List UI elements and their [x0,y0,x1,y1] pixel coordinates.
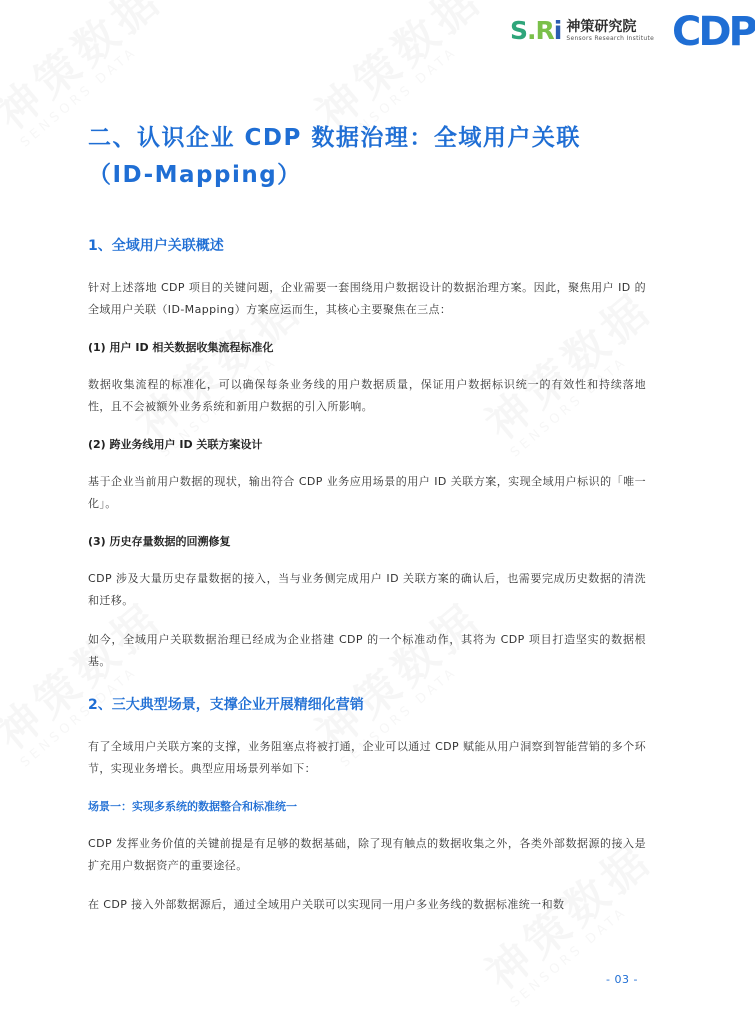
paragraph: 有了全域用户关联方案的支撑，业务阻塞点将被打通，企业可以通过 CDP 赋能从用户洞察到智能营销的多个环节，实现业务增长。典型应用场景列举如下： [88,740,646,775]
brand-header [510,18,654,43]
document-body [88,120,646,933]
paragraph: 如今，全域用户关联数据治理已经成为企业搭建 CDP 的一个标准动作，其将为 CDP 项目打造坚实的数据根基。 [88,633,646,668]
paragraph: CDP 涉及大量历史存量数据的接入，当与业务侧完成用户 ID 关联方案的确认后，也需要完成历史数据的清洗和迁移。 [88,572,646,607]
paragraph: 基于企业当前用户数据的现状，输出符合 CDP 业务应用场景的用户 ID 关联方案，实现全域用户标识的「唯一化」。 [88,475,646,510]
brand-name-cn: 神策研究院 [566,18,637,35]
sri-logo: S.Ri [510,16,562,45]
page-title: 二、认识企业 CDP 数据治理：全域用户关联（ID-Mapping） [88,125,581,188]
section-heading: 1、全域用户关联概述 [88,238,224,254]
paragraph: 在 CDP 接入外部数据源后，通过全域用户关联可以实现同一用户多业务线的数据标准统一和数 [88,898,565,911]
sub-heading: (2) 跨业务线用户 ID 关联方案设计 [88,438,263,451]
section-heading: 2、三大典型场景，支撑企业开展精细化营销 [88,697,364,713]
scene-heading: 场景一：实现多系统的数据整合和标准统一 [88,800,297,813]
brand-name-en: Sensors Research Institute [566,34,655,42]
paragraph: 针对上述落地 CDP 项目的关键问题，企业需要一套围绕用户数据设计的数据治理方案。因此，聚焦用户 ID 的全域用户关联（ID-Mapping）方案应运而生，其核心主要聚焦在三点： [88,281,646,316]
brand-text [566,19,654,43]
paragraph: CDP 发挥业务价值的关键前提是有足够的数据基础，除了现有触点的数据收集之外，各类外部数据源的接入是扩充用户数据资产的重要途径。 [88,837,646,872]
paragraph: 数据收集流程的标准化，可以确保每条业务线的用户数据质量，保证用户数据标识统一的有效性和持续落地性，且不会被额外业务系统和新用户数据的引入所影响。 [88,378,646,413]
page-number: - 03 - [606,973,638,986]
cdp-mark: CDP [672,9,755,55]
sub-heading: (1) 用户 ID 相关数据收集流程标准化 [88,341,274,354]
sub-heading: (3) 历史存量数据的回溯修复 [88,535,231,548]
